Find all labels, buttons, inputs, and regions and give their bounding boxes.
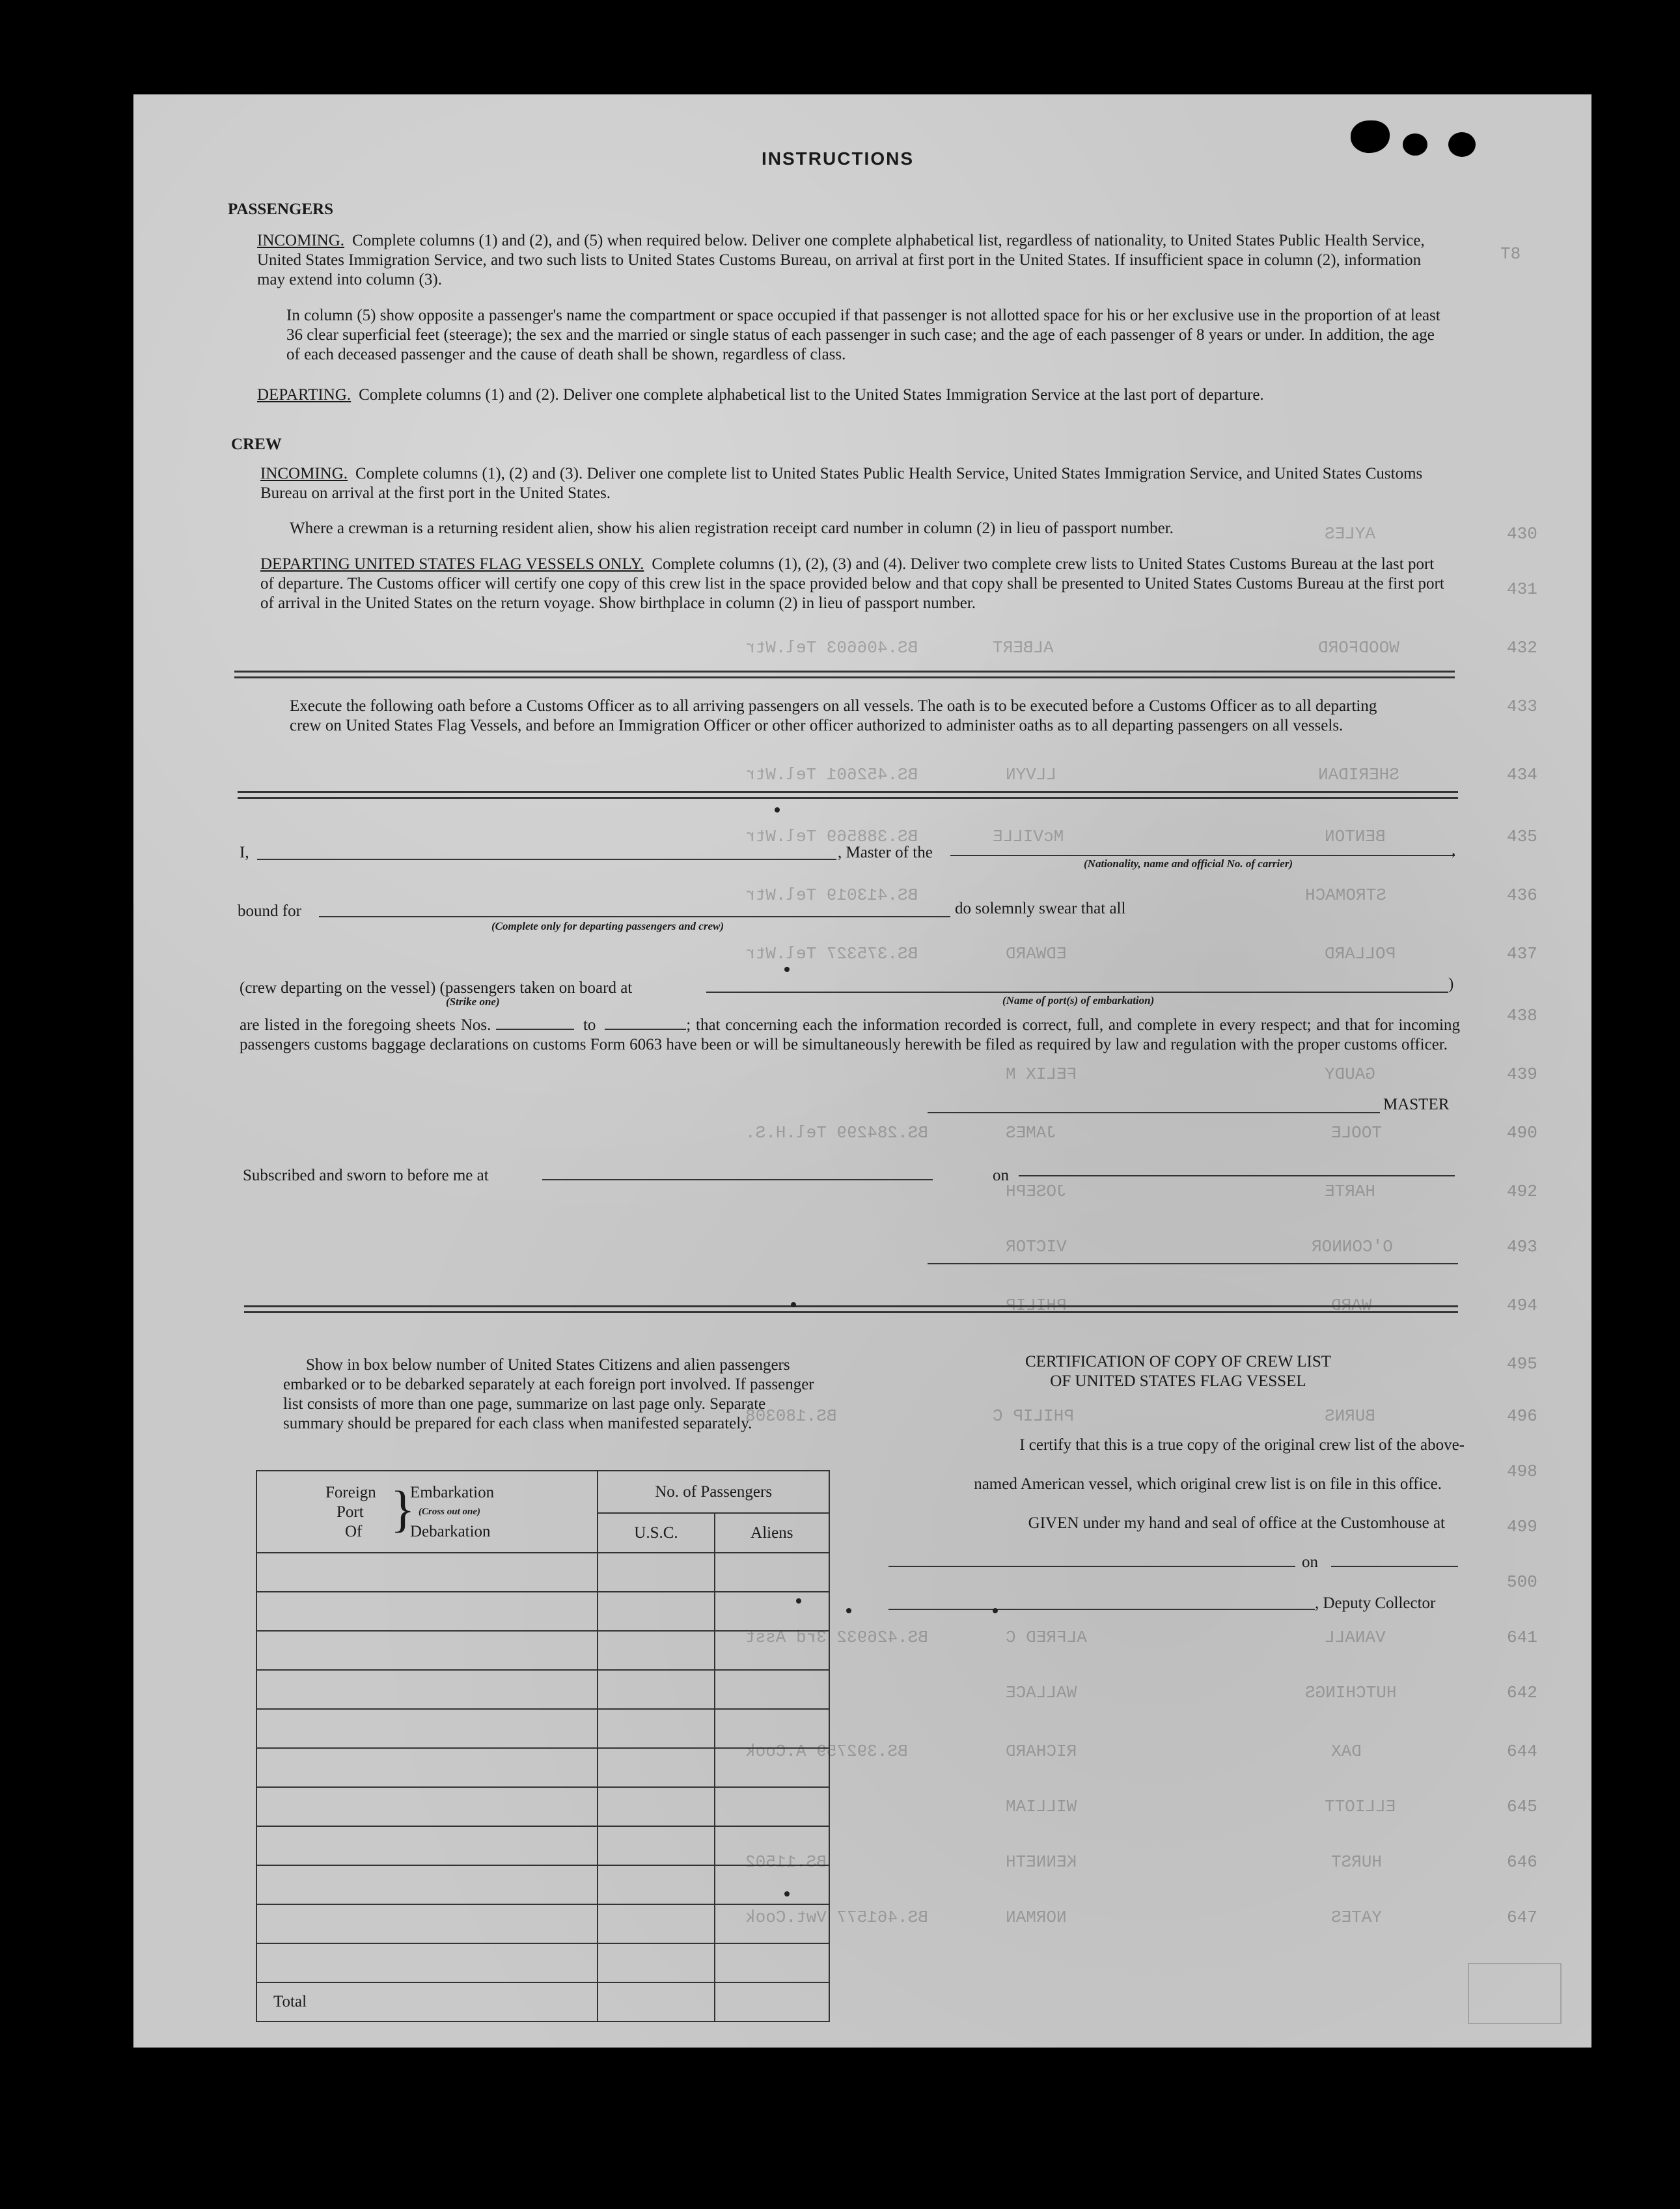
certification-heading bbox=[915, 1352, 1442, 1391]
bound-for-label: bound for bbox=[238, 902, 301, 920]
bleed-through-text: O'CONNOR bbox=[1312, 1237, 1393, 1257]
bleed-through-text: DAX bbox=[1331, 1742, 1362, 1761]
bleed-through-number: 438 bbox=[1507, 1006, 1537, 1025]
certification-heading-line2: OF UNITED STATES FLAG VESSEL bbox=[1050, 1372, 1306, 1390]
bleed-through-text: McVILLE bbox=[993, 827, 1064, 846]
bleed-through-text: JOSEPH bbox=[1006, 1182, 1067, 1201]
port-cell[interactable] bbox=[256, 1865, 598, 1904]
port-cell[interactable] bbox=[256, 1709, 598, 1748]
sworn-place-field[interactable] bbox=[542, 1179, 933, 1180]
bleed-through-text: BS.375327 Tel.Wtr bbox=[745, 944, 918, 964]
master-label: MASTER bbox=[1383, 1096, 1450, 1113]
port-embarkation-field[interactable] bbox=[706, 992, 1448, 993]
bleed-through-text: BS.180308 bbox=[745, 1406, 837, 1426]
bleed-through-number: 498 bbox=[1507, 1462, 1537, 1481]
bleed-through-text: ELLIOTT bbox=[1325, 1797, 1396, 1816]
bleed-through-number: 430 bbox=[1507, 524, 1537, 544]
usc-cell[interactable] bbox=[598, 1748, 714, 1787]
ink-blot bbox=[1448, 132, 1476, 157]
bleed-through-text: JAMES bbox=[1006, 1123, 1057, 1143]
bleed-through-text: VICTOR bbox=[1006, 1237, 1067, 1257]
bleed-through-text: BS.406603 Tel.Wtr bbox=[745, 638, 918, 658]
oath-intro: Execute the following oath before a Customs Officer as to all arriving passengers on all vessels. The oath is to be executed before a Customs Officer as to all departing crew on United States Flag Vessels, and before an Immigration Officer or other officer authorized to administer oaths as to all departing passengers on all vessels. bbox=[290, 697, 1377, 734]
aliens-cell[interactable] bbox=[715, 1748, 829, 1787]
total-usc-cell[interactable] bbox=[598, 1982, 714, 2021]
port-cell[interactable] bbox=[256, 1553, 598, 1592]
page-title: INSTRUCTIONS bbox=[762, 148, 914, 169]
subscribed-label: Subscribed and sworn to before me at bbox=[243, 1167, 489, 1184]
comma: , bbox=[1452, 841, 1456, 859]
port-cell[interactable] bbox=[256, 1748, 598, 1787]
ink-blot bbox=[1403, 133, 1427, 156]
bleed-through-number: 642 bbox=[1507, 1683, 1537, 1702]
certification-on-label: on bbox=[1302, 1553, 1318, 1571]
certification-date-field[interactable] bbox=[1331, 1566, 1458, 1567]
aliens-cell[interactable] bbox=[715, 1904, 829, 1943]
section-divider bbox=[244, 1305, 1458, 1313]
bleed-through-text: HUTCHINGS bbox=[1305, 1683, 1397, 1702]
ink-dot bbox=[791, 1302, 796, 1307]
ink-dot bbox=[784, 1891, 790, 1896]
nationality-hint: (Nationality, name and official No. of carrier) bbox=[1084, 857, 1293, 870]
col-aliens: Aliens bbox=[715, 1513, 829, 1553]
bleed-through-text: HURST bbox=[1331, 1852, 1383, 1872]
col-foreign: Foreign bbox=[325, 1484, 376, 1501]
crew-heading: CREW bbox=[231, 436, 282, 453]
section-divider bbox=[234, 671, 1455, 678]
port-cell[interactable] bbox=[256, 1904, 598, 1943]
bleed-through-text: TOOLE bbox=[1331, 1123, 1383, 1143]
crew-incoming-text: Complete columns (1), (2) and (3). Deliver one complete list to United States Public Health Service, United States Immigration Service, and United States Customs Bureau on arrival at the first port in the United States. bbox=[260, 465, 1423, 502]
usc-cell[interactable] bbox=[598, 1553, 714, 1592]
bleed-through-text: YATES bbox=[1331, 1908, 1383, 1927]
bleed-through-text: HARTE bbox=[1325, 1182, 1376, 1201]
col-of: Of bbox=[345, 1523, 363, 1540]
brace: } bbox=[391, 1480, 415, 1537]
bleed-through-number: 644 bbox=[1507, 1742, 1537, 1761]
master-signature-field[interactable] bbox=[928, 1112, 1380, 1113]
total-label: Total bbox=[256, 1982, 598, 2021]
aliens-cell[interactable] bbox=[715, 1865, 829, 1904]
crew-resident-paragraph: Where a crewman is a returning resident alien, show his alien registration receipt card number in column (2) in lieu of passport number. bbox=[290, 520, 1174, 537]
listed-paragraph bbox=[240, 1016, 1460, 1055]
close-paren: ) bbox=[1448, 975, 1454, 993]
bleed-through-number: 645 bbox=[1507, 1797, 1537, 1816]
bleed-through-text: SHERIDAN bbox=[1318, 765, 1399, 785]
port-cell[interactable] bbox=[256, 1943, 598, 1982]
bleed-through-text: NORMAN bbox=[1006, 1908, 1067, 1927]
bleed-through-number: 646 bbox=[1507, 1852, 1537, 1872]
bleed-through-text: BENTON bbox=[1325, 827, 1386, 846]
crew-departing-label: (crew departing on the vessel) (passengers taken on board at bbox=[240, 979, 633, 997]
bleed-through-text: FELIX M bbox=[1006, 1064, 1077, 1084]
bleed-through-text: BS.284299 Tel.H.S. bbox=[745, 1123, 928, 1143]
section-divider bbox=[238, 791, 1458, 799]
port-cell[interactable] bbox=[256, 1631, 598, 1670]
passengers-departing-paragraph bbox=[257, 385, 1455, 405]
crew-departing-label: DEPARTING UNITED STATES FLAG VESSELS ONLY. bbox=[260, 555, 644, 573]
ink-blot bbox=[1351, 120, 1390, 153]
passengers-incoming-text: Complete columns (1) and (2), and (5) when required below. Deliver one complete alphabetical list, regardless of nationality, to United States Public Health Service, United States Immigration Service, and two such lists to United States Customs Bureau, on arrival at first port in the United States. If insufficient space in column (2), information may extend into column (3). bbox=[257, 232, 1425, 288]
bleed-through-number: 495 bbox=[1507, 1354, 1537, 1374]
bleed-through-box bbox=[1468, 1963, 1562, 2024]
bleed-through-number: 492 bbox=[1507, 1182, 1537, 1201]
bleed-through-text: KENNETH bbox=[1006, 1852, 1077, 1872]
bleed-through-number: 490 bbox=[1507, 1123, 1537, 1143]
aliens-cell[interactable] bbox=[715, 1631, 829, 1670]
strike-one-hint: (Strike one) bbox=[446, 995, 500, 1008]
bleed-through-text: GAUDY bbox=[1325, 1064, 1376, 1084]
col-debarkation: Debarkation bbox=[410, 1523, 491, 1540]
usc-cell[interactable] bbox=[598, 1943, 714, 1982]
usc-cell[interactable] bbox=[598, 1826, 714, 1865]
document-page bbox=[133, 94, 1591, 2048]
oath-i-label: I, bbox=[240, 844, 249, 861]
carrier-field[interactable] bbox=[950, 855, 1455, 856]
ports-hint: (Name of port(s) of embarkation) bbox=[1002, 994, 1155, 1007]
bleed-through-number: 439 bbox=[1507, 1064, 1537, 1084]
bleed-through-text: PHILIP C bbox=[993, 1406, 1074, 1426]
aliens-cell[interactable] bbox=[715, 1553, 829, 1592]
passengers-column5-paragraph: In column (5) show opposite a passenger's name the compartment or space occupied if that passenger is not allotted space for his or her exclusive use in the proportion of at least 36 clear superficial feet (steerage); the sex and the married or single status of each passenger in such case; and the age of each passenger of 8 years or under. In addition, the age of each deceased passenger and the cause of death shall be shown, regardless of class. bbox=[286, 307, 1440, 363]
bleed-through-number: 496 bbox=[1507, 1406, 1537, 1426]
bleed-through-text: BURNS bbox=[1325, 1406, 1376, 1426]
bleed-through-text: BS.11502 bbox=[745, 1852, 827, 1872]
passengers-departing-label: DEPARTING. bbox=[257, 386, 351, 404]
total-aliens-cell[interactable] bbox=[715, 1982, 829, 2021]
listed-rest: ; that concerning each the information recorded is correct, full, and complete in every respect; and that for incoming passengers customs baggage declarations on customs Form 6063 have been or will be simultaneously herewith be filed as required by law and regulation with the proper customs officer. bbox=[240, 1016, 1460, 1053]
crew-departing-paragraph bbox=[260, 555, 1452, 613]
deputy-signature-field[interactable] bbox=[888, 1609, 1315, 1610]
passengers-incoming-label: INCOMING. bbox=[257, 232, 345, 249]
usc-cell[interactable] bbox=[598, 1592, 714, 1631]
aliens-cell[interactable] bbox=[715, 1592, 829, 1631]
col-usc: U.S.C. bbox=[598, 1513, 714, 1553]
bleed-through-number: 499 bbox=[1507, 1517, 1537, 1536]
aliens-cell[interactable] bbox=[715, 1787, 829, 1826]
ink-dot bbox=[993, 1608, 998, 1613]
bleed-through-text: VANALL bbox=[1325, 1628, 1386, 1647]
aliens-cell[interactable] bbox=[715, 1826, 829, 1865]
passengers-departing-text: Complete columns (1) and (2). Deliver one complete alphabetical list to the United States Immigration Service at the last port of departure. bbox=[359, 386, 1264, 404]
sworn-on-label: on bbox=[993, 1167, 1009, 1184]
usc-cell[interactable] bbox=[598, 1865, 714, 1904]
port-cell[interactable] bbox=[256, 1826, 598, 1865]
bleed-through-text: AYLES bbox=[1325, 524, 1376, 544]
ink-dot bbox=[846, 1608, 851, 1613]
aliens-cell[interactable] bbox=[715, 1670, 829, 1709]
master-of-label: , Master of the bbox=[838, 844, 933, 861]
sheet-to-field[interactable] bbox=[605, 1016, 686, 1030]
ink-dot bbox=[775, 807, 780, 813]
crew-incoming-paragraph bbox=[260, 464, 1448, 503]
bleed-through-number: 435 bbox=[1507, 827, 1537, 846]
bleed-through-text: PHILIP bbox=[1006, 1296, 1067, 1315]
bleed-through-number: 433 bbox=[1507, 697, 1537, 716]
listed-prefix: are listed in the foregoing sheets Nos. bbox=[240, 1016, 491, 1034]
ink-dot bbox=[796, 1598, 801, 1604]
usc-cell[interactable] bbox=[598, 1670, 714, 1709]
crew-incoming-label: INCOMING. bbox=[260, 465, 348, 482]
col-passengers: No. of Passengers bbox=[598, 1471, 829, 1513]
certification-line1: I certify that this is a true copy of the original crew list of the above- bbox=[1019, 1436, 1465, 1454]
bleed-through-number: 647 bbox=[1507, 1908, 1537, 1927]
bleed-through-text: STROMACH bbox=[1305, 885, 1386, 905]
port-cell[interactable] bbox=[256, 1787, 598, 1826]
bleed-through-text: WARD bbox=[1331, 1296, 1372, 1315]
deputy-collector-label: , Deputy Collector bbox=[1315, 1594, 1436, 1612]
bleed-through-number: 432 bbox=[1507, 638, 1537, 658]
passengers-incoming-paragraph bbox=[257, 231, 1448, 290]
certification-line2: named American vessel, which original crew list is on file in this office. bbox=[974, 1475, 1442, 1493]
bleed-through-text: BS.392759 A.Cook bbox=[745, 1742, 908, 1761]
port-cell[interactable] bbox=[256, 1670, 598, 1709]
certification-line3: GIVEN under my hand and seal of office at the Customhouse at bbox=[1028, 1514, 1445, 1532]
col-cross-out: (Cross out one) bbox=[419, 1507, 481, 1517]
bleed-through-number: 494 bbox=[1507, 1296, 1537, 1315]
aliens-cell[interactable] bbox=[715, 1943, 829, 1982]
bleed-through-number: T8 bbox=[1500, 244, 1521, 264]
bleed-through-text: BS.452601 Tel.Wtr bbox=[745, 765, 918, 785]
bleed-through-text: LLVYN bbox=[1006, 765, 1057, 785]
master-name-field[interactable] bbox=[257, 859, 836, 860]
passengers-heading: PASSENGERS bbox=[228, 201, 334, 218]
bleed-through-text: BS.388569 Tel.Wtr bbox=[745, 827, 918, 846]
port-header-cell bbox=[256, 1471, 598, 1553]
usc-cell[interactable] bbox=[598, 1709, 714, 1748]
col-port: Port bbox=[337, 1503, 364, 1521]
bleed-through-text: WOODFORD bbox=[1318, 638, 1399, 658]
passenger-summary-table bbox=[256, 1470, 830, 2022]
bleed-through-text: POLLARD bbox=[1325, 944, 1396, 964]
bleed-through-text: RICHARD bbox=[1006, 1742, 1077, 1761]
bleed-through-text: WALLACE bbox=[1006, 1683, 1077, 1702]
bleed-through-number: 437 bbox=[1507, 944, 1537, 964]
usc-cell[interactable] bbox=[598, 1787, 714, 1826]
swear-label: do solemnly swear that all bbox=[955, 900, 1126, 917]
officer-signature-field[interactable] bbox=[928, 1263, 1458, 1264]
bleed-through-text: BS.461577 Vwt.Cook bbox=[745, 1908, 928, 1927]
bleed-through-number: 641 bbox=[1507, 1628, 1537, 1647]
bleed-through-text: ALBERT bbox=[993, 638, 1054, 658]
bleed-through-text: BS.413019 Tel.Wtr bbox=[745, 885, 918, 905]
bleed-through-number: 500 bbox=[1507, 1572, 1537, 1592]
bleed-through-text: WILLIAM bbox=[1006, 1797, 1077, 1816]
bound-for-field[interactable] bbox=[319, 916, 950, 917]
port-cell[interactable] bbox=[256, 1592, 598, 1631]
certification-heading-line1: CERTIFICATION OF COPY OF CREW LIST bbox=[1025, 1353, 1332, 1370]
crew-departing-text: Complete columns (1), (2), (3) and (4). Deliver two complete crew lists to United States Customs Bureau at the last port of departure. The Customs officer will certify one copy of this crew list in the space provided below and that copy shall be presented to United States Customs Bureau at the first port of arrival in the United States on the return voyage. Show birthplace in column (2) in lieu of passport number. bbox=[260, 555, 1444, 612]
bleed-through-number: 431 bbox=[1507, 579, 1537, 599]
bleed-through-text: BS.426932 3rd Asst bbox=[745, 1628, 928, 1647]
bleed-through-text: EDWARD bbox=[1006, 944, 1067, 964]
col-embarkation: Embarkation bbox=[410, 1484, 495, 1501]
ink-dot bbox=[784, 967, 790, 972]
bleed-through-number: 493 bbox=[1507, 1237, 1537, 1257]
bleed-through-text: ALFRED C bbox=[1006, 1628, 1087, 1647]
sheet-from-field[interactable] bbox=[496, 1016, 574, 1030]
summary-instructions: Show in box below number of United States Citizens and alien passengers embarked or to be debarked separately at each foreign port involved. If passenger list consists of more than one page, summarize on last page only. Separate summary should be prepared for each class when manifested separately. bbox=[283, 1356, 814, 1432]
aliens-cell[interactable] bbox=[715, 1709, 829, 1748]
usc-cell[interactable] bbox=[598, 1631, 714, 1670]
bleed-through-number: 434 bbox=[1507, 765, 1537, 785]
complete-only-hint: (Complete only for departing passengers and crew) bbox=[491, 920, 724, 932]
to-label: to bbox=[583, 1016, 596, 1034]
bleed-through-number: 436 bbox=[1507, 885, 1537, 905]
usc-cell[interactable] bbox=[598, 1904, 714, 1943]
customhouse-field[interactable] bbox=[888, 1566, 1295, 1567]
sworn-date-field[interactable] bbox=[1019, 1175, 1455, 1176]
